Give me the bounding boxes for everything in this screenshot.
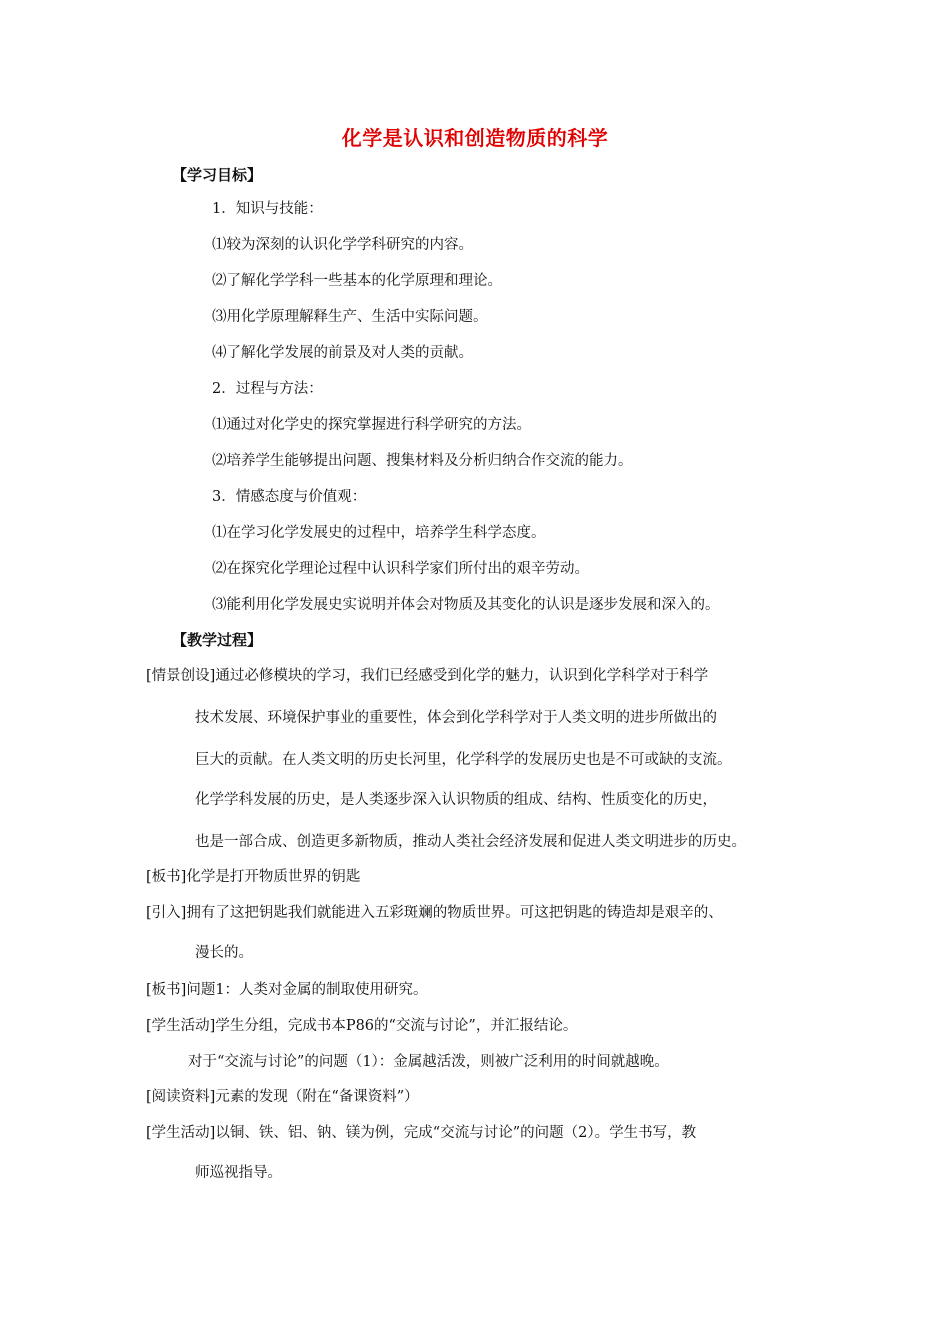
goal-line: ⑷了解化学发展的前景及对人类的贡献。 bbox=[212, 345, 473, 361]
goal-line: ⑴通过对化学史的探究掌握进行科学研究的方法。 bbox=[212, 417, 531, 433]
process-line: [板书]化学是打开物质世界的钥匙 bbox=[146, 869, 361, 885]
goal-line: ⑴较为深刻的认识化学学科研究的内容。 bbox=[212, 237, 473, 253]
goals-heading: 【学习目标】 bbox=[172, 166, 263, 184]
goal-line: ⑵了解化学学科一些基本的化学原理和理论。 bbox=[212, 273, 502, 289]
process-line: 也是一部合成、创造更多新物质，推动人类社会经济发展和促进人类文明进步的历史。 bbox=[195, 834, 746, 850]
process-line: 漫长的。 bbox=[195, 945, 253, 961]
process-line: [板书]问题1：人类对金属的制取使用研究。 bbox=[146, 982, 428, 998]
page-title: 化学是认识和创造物质的科学 bbox=[341, 126, 609, 150]
goal-line: ⑶能利用化学发展史实说明并体会对物质及其变化的认识是逐步发展和深入的。 bbox=[212, 597, 720, 613]
process-line: 化学学科发展的历史，是人类逐步深入认识物质的组成、结构、性质变化的历史， bbox=[195, 792, 717, 808]
goal-line: ⑴在学习化学发展史的过程中，培养学生科学态度。 bbox=[212, 525, 546, 541]
process-line: [阅读资料]元素的发现（附在“备课资料”） bbox=[146, 1089, 419, 1105]
process-line: 技术发展、环境保护事业的重要性，体会到化学科学对于人类文明的进步所做出的 bbox=[195, 710, 717, 726]
process-line: [情景创设]通过必修模块的学习，我们已经感受到化学的魅力，认识到化学科学对于科学 bbox=[146, 668, 709, 684]
goal-line: 1．知识与技能： bbox=[212, 201, 323, 217]
goal-line: ⑵在探究化学理论过程中认识科学家们所付出的艰辛劳动。 bbox=[212, 561, 589, 577]
process-line: [学生活动]以铜、铁、铝、钠、镁为例，完成“交流与讨论”的问题（2）。学生书写，教 bbox=[146, 1125, 697, 1141]
goal-line: ⑵培养学生能够提出问题、搜集材料及分析归纳合作交流的能力。 bbox=[212, 453, 633, 469]
process-line: 师巡视指导。 bbox=[195, 1165, 282, 1181]
process-heading: 【教学过程】 bbox=[172, 631, 263, 649]
goal-line: 3．情感态度与价值观： bbox=[212, 489, 367, 505]
process-line: 对于“交流与讨论”的问题（1）：金属越活泼，则被广泛利用的时间就越晚。 bbox=[188, 1054, 669, 1070]
process-line: [引入]拥有了这把钥匙我们就能进入五彩斑斓的物质世界。可这把钥匙的铸造却是艰辛的、 bbox=[146, 905, 723, 921]
goal-line: ⑶用化学原理解释生产、生活中实际问题。 bbox=[212, 309, 488, 325]
goal-line: 2．过程与方法： bbox=[212, 381, 323, 397]
process-line: [学生活动]学生分组，完成书本P86的“交流与讨论”，并汇报结论。 bbox=[146, 1018, 578, 1034]
process-line: 巨大的贡献。在人类文明的历史长河里，化学科学的发展历史也是不可或缺的支流。 bbox=[195, 752, 732, 768]
